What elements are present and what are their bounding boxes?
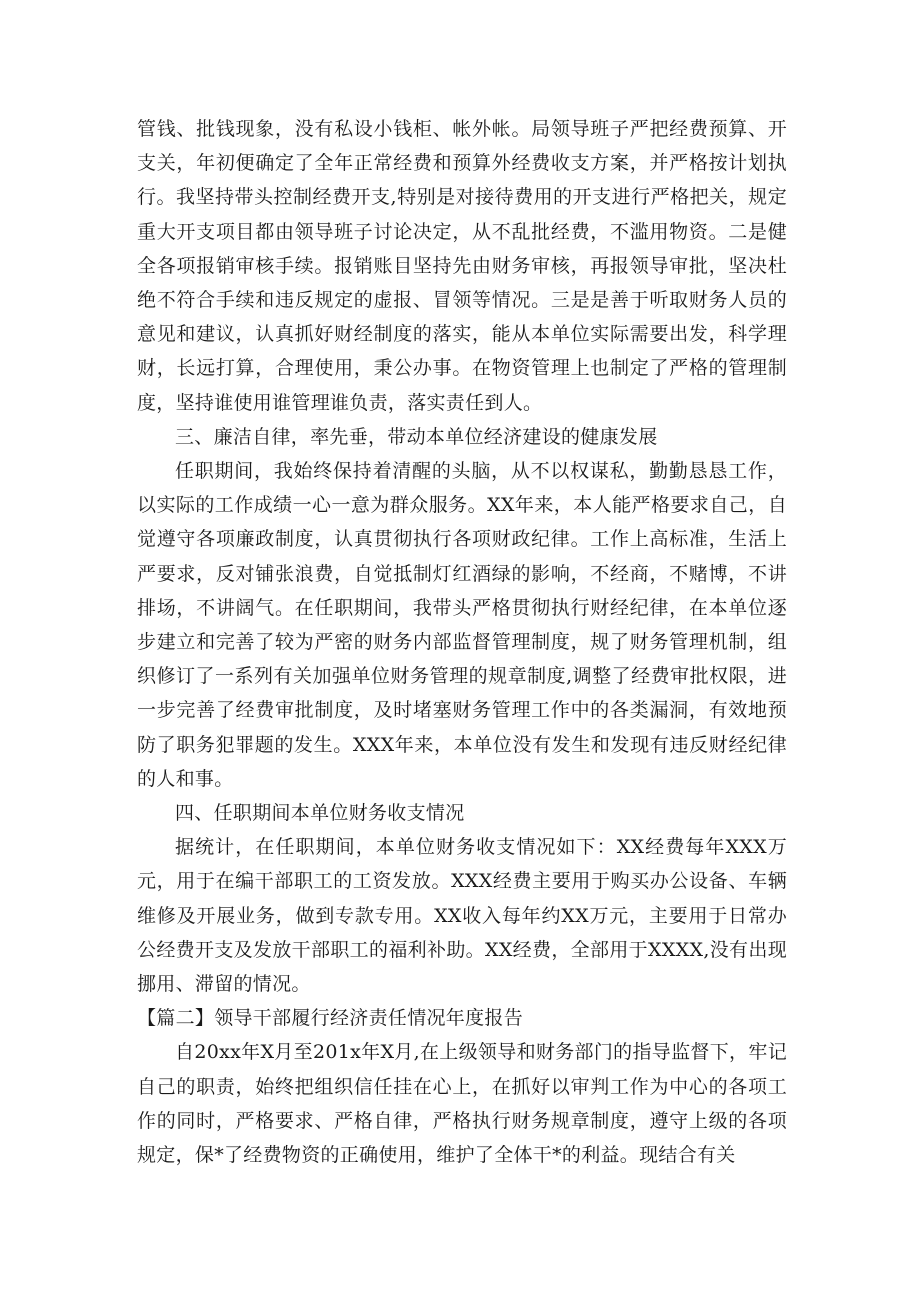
paragraph-finance-management: 管钱、批钱现象，没有私设小钱柜、帐外帐。局领导班子严把经费预算、开支关，年初便确定了全年正常经费和预算外经费收支方案，并严格按计划执行。我坚持带头控制经费开支,特别是对接待费用的开支进行严格把关，规定重大开支项目都由领导班子讨论决定，从不乱批经费，不滥用物资。二是健全各项报销审核手续。报销账目坚持先由财务审核，再报领导审批，坚决杜绝不符合手续和违反规定的虚报、冒领等情况。三是是善于听取财务人员的意见和建议，认真抓好财经制度的落实，能从本单位实际需要出发，科学理财，长远打算，合理使用，秉公办事。在物资管理上也制定了严格的管理制度，坚持谁使用谁管理谁负责，落实责任到人。	[137, 118, 787, 414]
document-body	[137, 112, 787, 1172]
heading-section-four: 四、任职期间本单位财务收支情况	[175, 802, 465, 825]
paragraph-annual-report-intro: 自20xx年X月至201x年X月,在上级领导和财务部门的指导监督下，牢记自己的职责，始终把组织信任挂在心上，在抓好以审判工作为中心的各项工作的同时，严格要求、严格自律，严格执行财务规章制度，遵守上级的各项规定，保*了经费物资的正确使用，维护了全体干*的利益。现结合有关	[137, 1041, 787, 1167]
paragraph-finance-statistics: 据统计，在任职期间，本单位财务收支情况如下：XX经费每年XXX万元，用于在编干部职工的工资发放。XXX经费主要用于购买办公设备、车辆维修及开展业务，做到专款专用。XX收入每年约XX万元，主要用于日常办公经费开支及发放干部职工的福利补助。XX经费，全部用于XXXX,没有出现挪用、滞留的情况。	[137, 836, 787, 996]
heading-part-two: 【篇二】领导干部履行经济责任情况年度报告	[137, 1007, 524, 1030]
heading-section-three: 三、廉洁自律，率先垂，带动本单位经济建设的健康发展	[175, 425, 658, 448]
paragraph-self-discipline: 任职期间，我始终保持着清醒的头脑，从不以权谋私，勤勤恳恳工作，以实际的工作成绩一心一意为群众服务。XX年来，本人能严格要求自己，自觉遵守各项廉政制度，认真贯彻执行各项财政纪律。工作上高标准，生活上严要求，反对铺张浪费，自觉抵制灯红酒绿的影响，不经商，不赌博，不讲排场，不讲阔气。在任职期间，我带头严格贯彻执行财经纪律，在本单位逐步建立和完善了较为严密的财务内部监督管理制度，规了财务管理机制，组织修订了一系列有关加强单位财务管理的规章制度,调整了经费审批权限，进一步完善了经费审批制度，及时堵塞财务管理工作中的各类漏洞，有效地预防了职务犯罪题的发生。XXX年来，本单位没有发生和发现有违反财经纪律的人和事。	[137, 460, 787, 790]
